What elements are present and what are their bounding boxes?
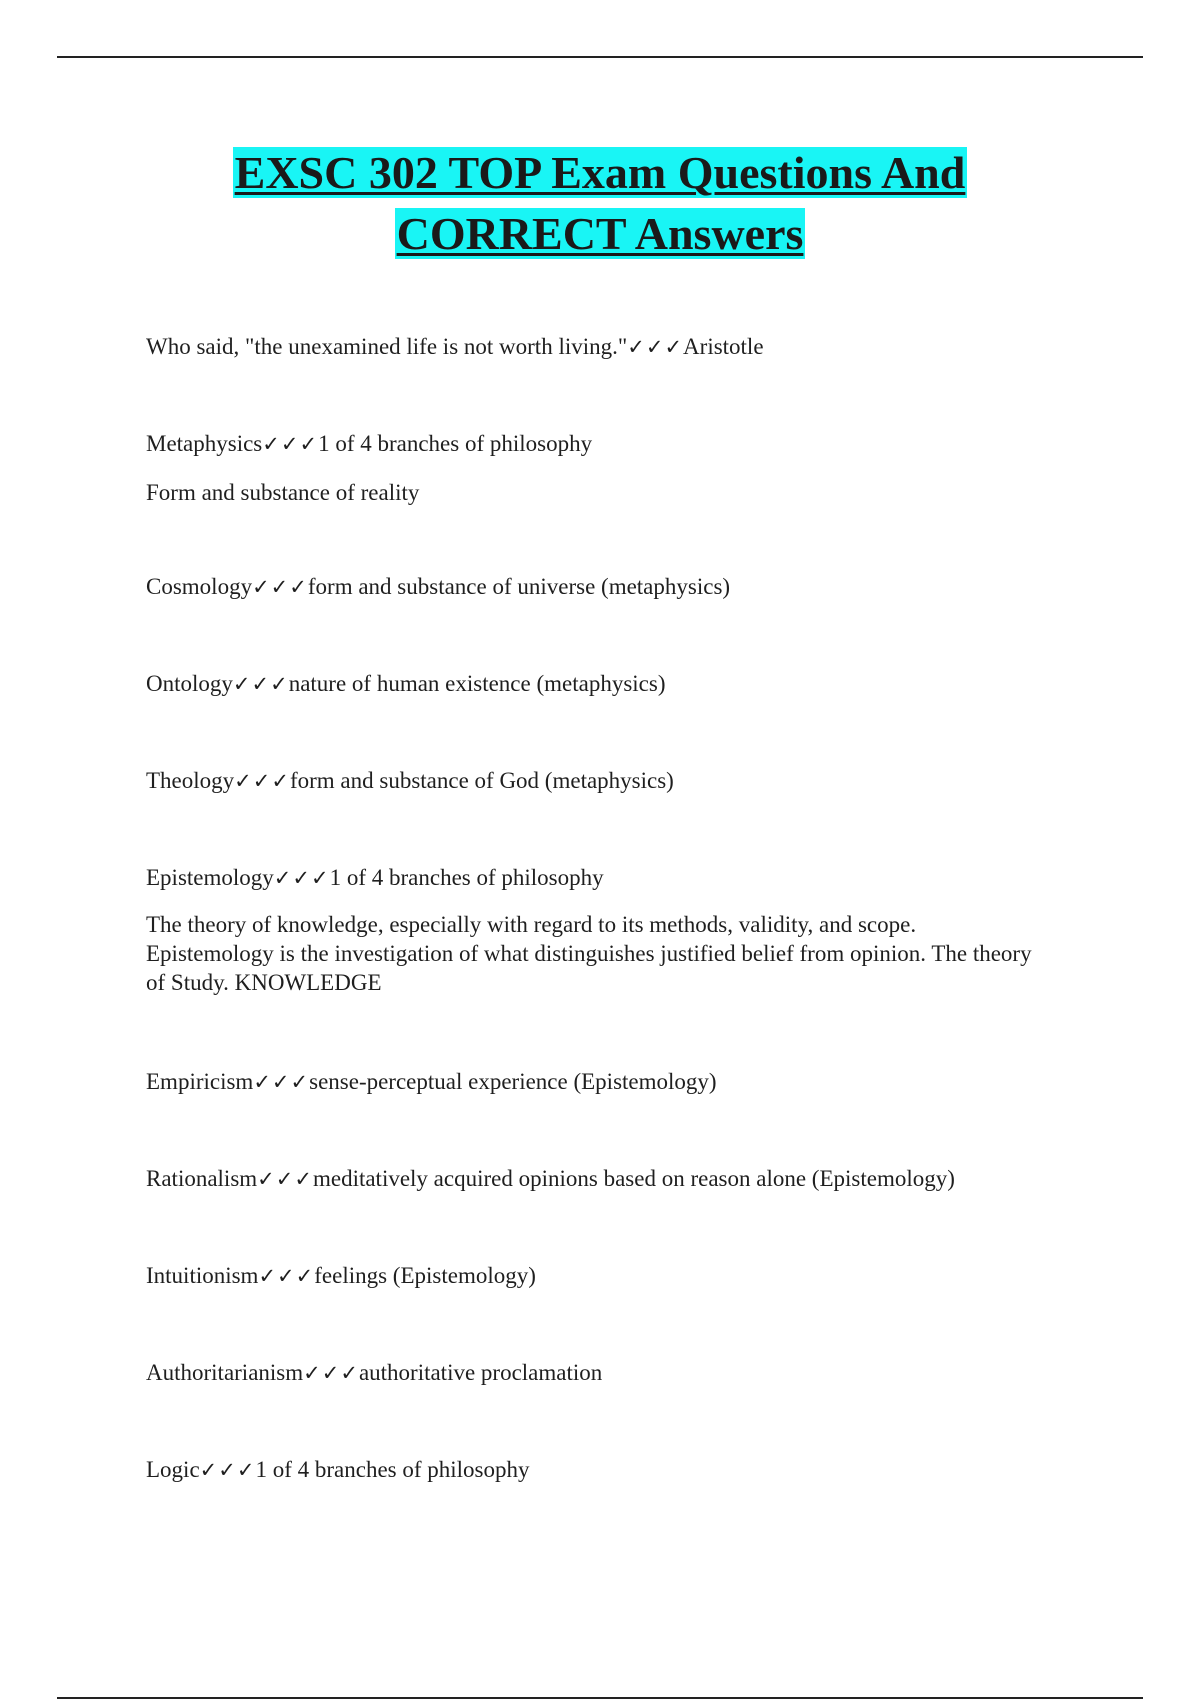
- question-term: Intuitionism: [146, 1263, 259, 1288]
- qa-entry: [146, 1261, 1046, 1291]
- top-rule: [57, 56, 1143, 58]
- qa-entry: [146, 1358, 1046, 1388]
- qa-entry: [146, 863, 1046, 997]
- question-term: Authoritarianism: [146, 1360, 304, 1385]
- document-title: [0, 142, 1200, 264]
- check-marks-icon: ✓✓✓: [273, 866, 330, 890]
- qa-entry: [146, 572, 1046, 602]
- qa-entry: [146, 1455, 1046, 1485]
- check-marks-icon: ✓✓✓: [252, 575, 308, 599]
- bottom-rule: [57, 1697, 1143, 1699]
- qa-entry: [146, 332, 1046, 362]
- answer-text: meditatively acquired opinions based on reason alone (Epistemology): [312, 1166, 955, 1191]
- check-marks-icon: ✓✓✓: [257, 1167, 313, 1191]
- answer-text: sense-perceptual experience (Epistemology): [309, 1069, 717, 1094]
- check-marks-icon: ✓✓✓: [199, 1458, 256, 1482]
- check-marks-icon: ✓✓✓: [232, 672, 289, 696]
- answer-text: 1 of 4 branches of philosophy: [329, 865, 604, 890]
- question-term: Empiricism: [146, 1069, 254, 1094]
- qa-entry: [146, 1164, 1046, 1194]
- answer-text: 1 of 4 branches of philosophy: [255, 1457, 530, 1482]
- question-term: Rationalism: [146, 1166, 258, 1191]
- answer-text: authoritative proclamation: [358, 1360, 603, 1385]
- question-term: Ontology: [146, 671, 233, 696]
- check-marks-icon: ✓✓✓: [253, 1070, 310, 1094]
- answer-text: feelings (Epistemology): [314, 1263, 536, 1288]
- answer-text: form and substance of universe (metaphysics): [307, 574, 731, 599]
- check-marks-icon: ✓✓✓: [627, 335, 684, 359]
- question-term: Logic: [146, 1457, 200, 1482]
- question-term: Metaphysics: [146, 431, 263, 456]
- qa-entry: [146, 669, 1046, 699]
- question-term: Epistemology: [146, 865, 274, 890]
- answer-text: form and substance of God (metaphysics): [289, 768, 674, 793]
- check-marks-icon: ✓✓✓: [262, 432, 319, 456]
- question-term: Who said, "the unexamined life is not worth living.": [146, 334, 628, 359]
- title-line-2: CORRECT Answers: [396, 208, 804, 259]
- answer-text: Aristotle: [683, 334, 764, 359]
- answer-text: 1 of 4 branches of philosophy: [318, 431, 593, 456]
- qa-entry: [146, 766, 1046, 796]
- qa-entry: [146, 1067, 1046, 1097]
- check-marks-icon: ✓✓✓: [234, 769, 290, 793]
- check-marks-icon: ✓✓✓: [303, 1361, 359, 1385]
- question-term: Theology: [146, 768, 235, 793]
- answer-detail: Form and substance of reality: [146, 480, 420, 505]
- qa-entry: [146, 429, 1046, 507]
- answer-text: nature of human existence (metaphysics): [288, 671, 666, 696]
- question-term: Cosmology: [146, 574, 253, 599]
- title-line-1: EXSC 302 TOP Exam Questions And: [234, 147, 966, 198]
- check-marks-icon: ✓✓✓: [258, 1264, 315, 1288]
- answer-detail: The theory of knowledge, especially with regard to its methods, validity, and scope. Epistemology is the investigation of what distinguishes justified belief from opinion. The theory of Study. KNOWLEDGE: [146, 912, 1032, 995]
